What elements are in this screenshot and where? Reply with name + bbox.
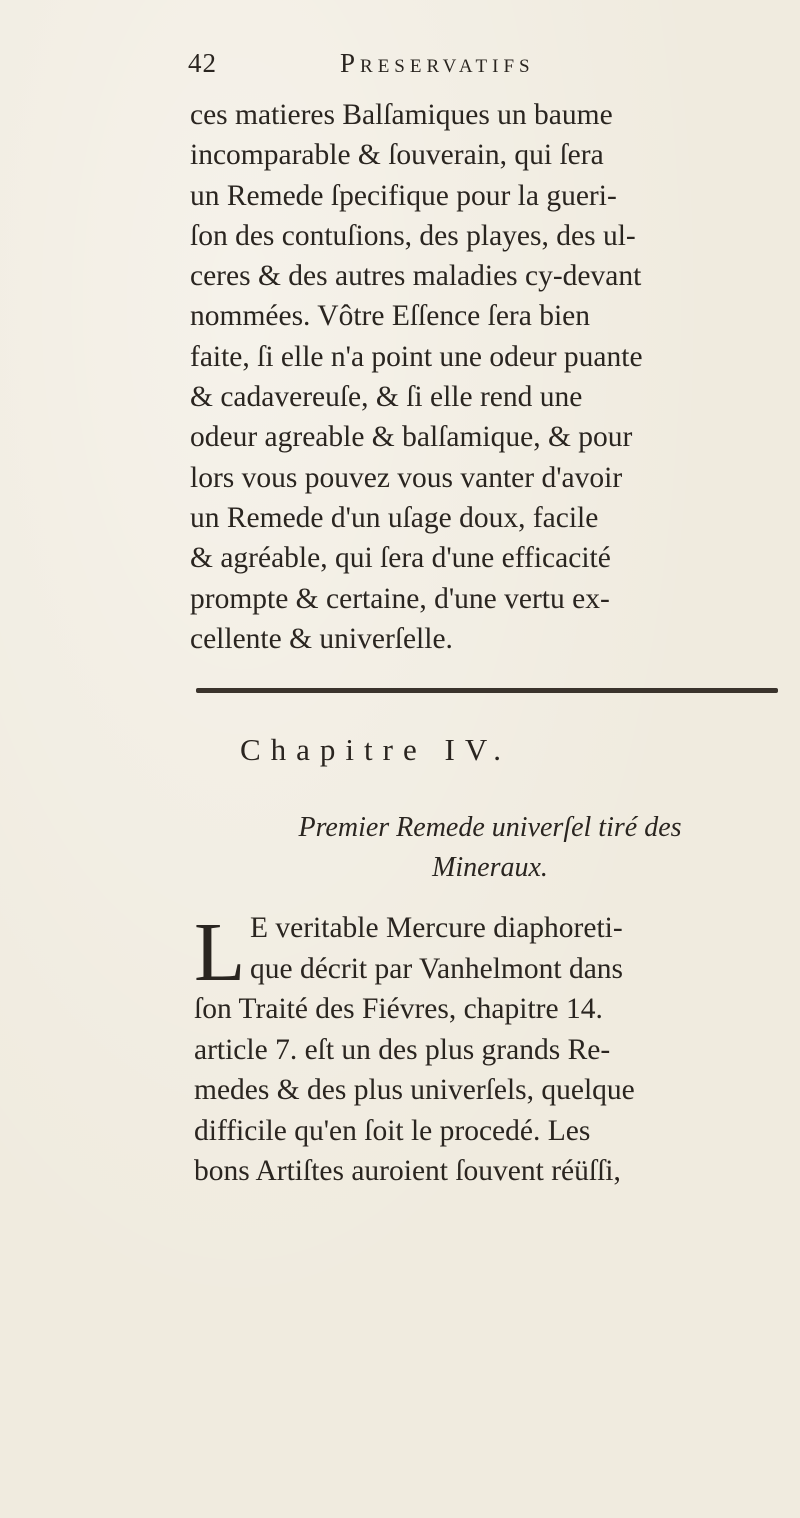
text-line: & cadavereuſe, & ſi elle rend une: [190, 381, 583, 414]
drop-cap: L: [194, 906, 246, 999]
chapter-heading: Chapitre IV.: [240, 732, 511, 767]
text-line: nommées. Vôtre Eſſence ſera bien: [190, 300, 591, 333]
text-line: ceres & des autres maladies cy-devant: [190, 260, 642, 293]
chapter-paragraph: [194, 908, 794, 1192]
text-line: ſon Traité des Fiévres, chapitre 14.: [194, 993, 603, 1025]
text-line: ces matieres Balſamiques un baume: [190, 99, 613, 131]
body-text: [190, 95, 790, 659]
text-line: cellente & univerſelle.: [190, 622, 453, 655]
text-line: faite, ſi elle n'a point une odeur puante: [190, 340, 643, 373]
text-line: & agréable, qui ſera d'une efficacité: [190, 542, 611, 575]
text-line: un Remede d'un uſage doux, facile: [190, 501, 599, 534]
text-line: que décrit par Vanhelmont dans: [250, 952, 624, 985]
text-line: un Remede ſpecifique pour la gueri-: [190, 179, 617, 212]
text-line: prompte & certaine, d'une vertu ex-: [190, 582, 610, 615]
chapter-title: [210, 808, 770, 888]
page-header: [188, 48, 748, 88]
chapter-title-line: Premier Remede univerſel tiré des: [298, 812, 682, 843]
running-title: Preservatifs: [340, 48, 535, 78]
text-line: incomparable & ſouverain, qui ſera: [190, 139, 604, 172]
text-line: lors vous pouvez vous vanter d'avoir: [190, 461, 623, 494]
text-line: ſon des contuſions, des playes, des ul-: [190, 219, 636, 252]
text-line: article 7. eſt un des plus grands Re-: [194, 1033, 611, 1066]
text-line: difficile qu'en ſoit le procedé. Les: [194, 1114, 591, 1147]
text-line: E veritable Mercure diaphoreti-: [250, 912, 623, 944]
chapter-divider-rule: [196, 688, 778, 693]
page-number: 42: [188, 48, 217, 78]
text-line: odeur agreable & balſamique, & pour: [190, 421, 633, 454]
text-line: medes & des plus univerſels, quelque: [194, 1074, 635, 1106]
text-line: bons Artiſtes auroient ſouvent réüſſi,: [194, 1155, 621, 1187]
chapter-title-line: Mineraux.: [432, 852, 548, 883]
